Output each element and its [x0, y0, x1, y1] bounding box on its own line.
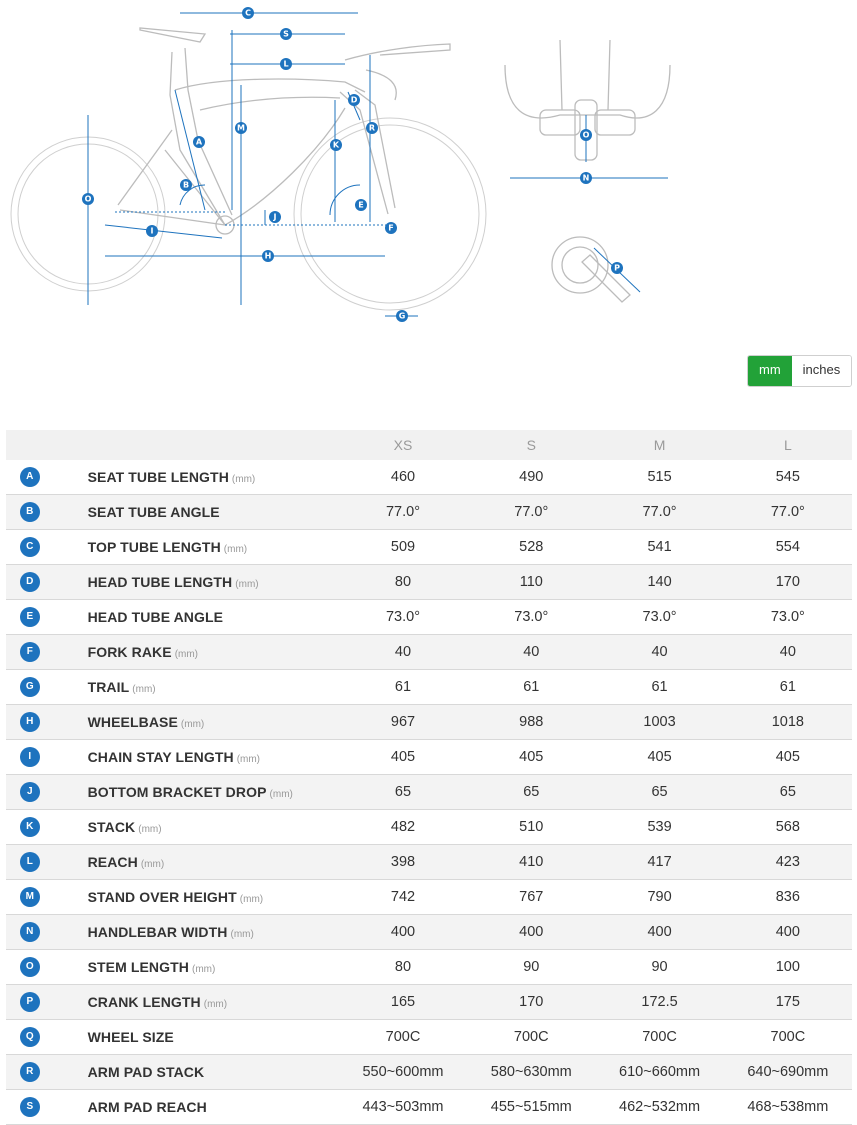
value-cell-xs: 65 — [339, 775, 467, 810]
value-cell-l: 61 — [724, 670, 852, 705]
value-cell-s: 90 — [467, 950, 595, 985]
value-cell-m: 172.5 — [595, 985, 723, 1020]
value-cell-m: 515 — [595, 460, 723, 495]
value-cell-l: 700C — [724, 1020, 852, 1055]
table-row — [6, 880, 852, 915]
measurement-name-cell — [54, 775, 339, 810]
value-cell-m: 417 — [595, 845, 723, 880]
value-cell-m: 1003 — [595, 705, 723, 740]
size-header-xs: XS — [339, 430, 467, 460]
measurement-unit: (mm) — [269, 788, 293, 800]
row-key-cell — [6, 635, 54, 670]
size-header-m: M — [595, 430, 723, 460]
measurement-name: HANDLEBAR WIDTH — [87, 923, 228, 940]
value-cell-xs: 967 — [339, 705, 467, 740]
table-row — [6, 1090, 852, 1125]
value-cell-m: 61 — [595, 670, 723, 705]
value-cell-xs: 482 — [339, 810, 467, 845]
row-key-cell — [6, 845, 54, 880]
table-row — [6, 740, 852, 775]
row-key-badge: P — [20, 992, 40, 1012]
diagram-labels — [82, 7, 623, 322]
value-cell-m: 541 — [595, 530, 723, 565]
table-row — [6, 1055, 852, 1090]
crankset-drawing — [552, 237, 640, 302]
value-cell-l: 468~538mm — [724, 1090, 852, 1125]
value-cell-s: 400 — [467, 915, 595, 950]
measurement-name: STEM LENGTH — [87, 958, 189, 975]
svg-text:R: R — [368, 123, 376, 133]
table-row — [6, 915, 852, 950]
value-cell-s: 767 — [467, 880, 595, 915]
measurement-name-cell — [54, 880, 339, 915]
measurement-name: FORK RAKE — [87, 643, 172, 660]
size-header-row — [6, 430, 852, 460]
row-key-cell — [6, 670, 54, 705]
row-key-cell — [6, 950, 54, 985]
measurement-name-cell — [54, 1090, 339, 1125]
measurement-name: WHEELBASE — [87, 713, 178, 730]
header-blank — [54, 430, 339, 460]
value-cell-l: 170 — [724, 565, 852, 600]
row-key-badge: S — [20, 1097, 40, 1117]
svg-text:K: K — [332, 140, 340, 150]
measurement-name: ARM PAD STACK — [87, 1063, 205, 1080]
value-cell-s: 110 — [467, 565, 595, 600]
table-row — [6, 670, 852, 705]
measurement-unit: (mm) — [180, 718, 205, 730]
value-cell-m: 462~532mm — [595, 1090, 723, 1125]
measurement-unit: (mm) — [235, 578, 259, 590]
measurement-unit: (mm) — [192, 963, 216, 975]
table-row — [6, 985, 852, 1020]
value-cell-s: 700C — [467, 1020, 595, 1055]
row-key-cell — [6, 810, 54, 845]
svg-text:H: H — [264, 251, 272, 261]
value-cell-l: 40 — [724, 635, 852, 670]
measurement-name-cell — [54, 600, 339, 635]
table-row — [6, 705, 852, 740]
measurement-name-cell — [54, 705, 339, 740]
table-row — [6, 565, 852, 600]
measurement-name-cell — [54, 740, 339, 775]
value-cell-l: 423 — [724, 845, 852, 880]
value-cell-m: 405 — [595, 740, 723, 775]
value-cell-xs: 61 — [339, 670, 467, 705]
value-cell-l: 73.0° — [724, 600, 852, 635]
svg-text:S: S — [283, 29, 289, 39]
measurement-name-cell — [54, 635, 339, 670]
unit-inches-button[interactable]: inches — [792, 356, 852, 386]
measurement-name-cell — [54, 845, 339, 880]
table-row — [6, 530, 852, 565]
value-cell-s: 528 — [467, 530, 595, 565]
measurement-name-cell — [54, 915, 339, 950]
front-wheel — [294, 118, 486, 310]
measurement-unit: (mm) — [231, 473, 256, 485]
bike-geometry-diagram — [0, 0, 857, 340]
value-cell-m: 77.0° — [595, 495, 723, 530]
measurement-name-cell — [54, 670, 339, 705]
measurement-name: CRANK LENGTH — [87, 993, 201, 1010]
row-key-badge: F — [20, 642, 40, 662]
value-cell-s: 410 — [467, 845, 595, 880]
value-cell-s: 170 — [467, 985, 595, 1020]
svg-text:L: L — [283, 59, 289, 69]
measurement-name-cell — [54, 985, 339, 1020]
value-cell-l: 554 — [724, 530, 852, 565]
aerobar-drawing — [505, 40, 670, 178]
value-cell-xs: 443~503mm — [339, 1090, 467, 1125]
measurement-name-cell — [54, 460, 339, 495]
row-key-cell — [6, 740, 54, 775]
measurement-unit: (mm) — [239, 893, 264, 905]
value-cell-s: 580~630mm — [467, 1055, 595, 1090]
row-key-badge: B — [20, 502, 40, 522]
row-key-cell — [6, 880, 54, 915]
row-key-badge: A — [20, 467, 40, 487]
measurement-name-cell — [54, 810, 339, 845]
value-cell-s: 510 — [467, 810, 595, 845]
unit-mm-button[interactable]: mm — [748, 356, 792, 386]
measurement-name: REACH — [87, 853, 138, 870]
value-cell-m: 790 — [595, 880, 723, 915]
table-row — [6, 950, 852, 985]
svg-text:M: M — [237, 123, 245, 133]
value-cell-xs: 80 — [339, 565, 467, 600]
value-cell-l: 545 — [724, 460, 852, 495]
measurement-name: STACK — [87, 818, 136, 835]
row-key-badge: C — [20, 537, 40, 557]
table-row — [6, 635, 852, 670]
measurement-name: CHAIN STAY LENGTH — [87, 748, 234, 765]
value-cell-l: 405 — [724, 740, 852, 775]
value-cell-xs: 700C — [339, 1020, 467, 1055]
value-cell-m: 610~660mm — [595, 1055, 723, 1090]
row-key-cell — [6, 600, 54, 635]
row-key-badge: M — [20, 887, 40, 907]
measurement-name: TRAIL — [87, 678, 130, 695]
measurement-unit: (mm) — [203, 998, 228, 1010]
measurement-unit: (mm) — [230, 928, 254, 940]
row-key-cell — [6, 1090, 54, 1125]
measurement-unit: (mm) — [174, 648, 199, 660]
value-cell-s: 455~515mm — [467, 1090, 595, 1125]
geometry-table — [6, 430, 852, 1125]
measurement-unit: (mm) — [140, 858, 165, 870]
measurement-name: BOTTOM BRACKET DROP — [87, 783, 267, 800]
measurement-name-cell — [54, 1020, 339, 1055]
value-cell-xs: 742 — [339, 880, 467, 915]
value-cell-s: 77.0° — [467, 495, 595, 530]
row-key-cell — [6, 985, 54, 1020]
row-key-badge: L — [20, 852, 40, 872]
svg-text:I: I — [150, 226, 154, 236]
row-key-badge: R — [20, 1062, 40, 1082]
measurement-unit: (mm) — [138, 823, 162, 835]
value-cell-l: 568 — [724, 810, 852, 845]
value-cell-m: 40 — [595, 635, 723, 670]
table-row — [6, 810, 852, 845]
row-key-cell — [6, 460, 54, 495]
table-row — [6, 495, 852, 530]
svg-text:E: E — [358, 200, 364, 210]
measurement-name: SEAT TUBE LENGTH — [87, 468, 229, 485]
value-cell-xs: 80 — [339, 950, 467, 985]
measurement-name: HEAD TUBE LENGTH — [87, 573, 233, 590]
measurement-name-cell — [54, 1055, 339, 1090]
value-cell-m: 539 — [595, 810, 723, 845]
svg-text:P: P — [614, 263, 620, 273]
row-key-badge: E — [20, 607, 40, 627]
measurement-name: HEAD TUBE ANGLE — [87, 608, 224, 625]
row-key-cell — [6, 705, 54, 740]
measurement-name-cell — [54, 950, 339, 985]
measurement-unit: (mm) — [223, 543, 248, 555]
value-cell-l: 77.0° — [724, 495, 852, 530]
size-header-s: S — [467, 430, 595, 460]
svg-text:F: F — [388, 223, 394, 233]
geometry-table-body — [6, 460, 852, 1125]
table-row — [6, 1020, 852, 1055]
row-key-badge: J — [20, 782, 40, 802]
svg-text:B: B — [182, 180, 190, 190]
value-cell-s: 490 — [467, 460, 595, 495]
value-cell-xs: 400 — [339, 915, 467, 950]
value-cell-xs: 509 — [339, 530, 467, 565]
value-cell-s: 65 — [467, 775, 595, 810]
value-cell-m: 73.0° — [595, 600, 723, 635]
value-cell-m: 400 — [595, 915, 723, 950]
value-cell-xs: 460 — [339, 460, 467, 495]
value-cell-xs: 40 — [339, 635, 467, 670]
value-cell-m: 140 — [595, 565, 723, 600]
svg-text:A: A — [195, 137, 203, 147]
row-key-cell — [6, 530, 54, 565]
row-key-badge: I — [20, 747, 40, 767]
value-cell-s: 40 — [467, 635, 595, 670]
row-key-badge: H — [20, 712, 40, 732]
value-cell-m: 90 — [595, 950, 723, 985]
row-key-badge: D — [20, 572, 40, 592]
measurement-name-cell — [54, 495, 339, 530]
svg-text:C: C — [245, 8, 251, 18]
table-row — [6, 600, 852, 635]
measurement-name: STAND OVER HEIGHT — [87, 888, 237, 905]
value-cell-l: 1018 — [724, 705, 852, 740]
value-cell-m: 700C — [595, 1020, 723, 1055]
value-cell-l: 640~690mm — [724, 1055, 852, 1090]
value-cell-s: 73.0° — [467, 600, 595, 635]
value-cell-xs: 398 — [339, 845, 467, 880]
row-key-cell — [6, 1055, 54, 1090]
value-cell-xs: 405 — [339, 740, 467, 775]
value-cell-s: 405 — [467, 740, 595, 775]
value-cell-s: 61 — [467, 670, 595, 705]
value-cell-l: 175 — [724, 985, 852, 1020]
row-key-badge: N — [20, 922, 40, 942]
measurement-name-cell — [54, 530, 339, 565]
measurement-unit: (mm) — [236, 753, 261, 765]
value-cell-l: 836 — [724, 880, 852, 915]
measurement-name: WHEEL SIZE — [87, 1028, 174, 1045]
value-cell-xs: 73.0° — [339, 600, 467, 635]
row-key-cell — [6, 915, 54, 950]
unit-toggle — [747, 355, 852, 387]
svg-text:D: D — [350, 95, 358, 105]
value-cell-l: 400 — [724, 915, 852, 950]
table-row — [6, 460, 852, 495]
measurement-name-cell — [54, 565, 339, 600]
row-key-badge: O — [20, 957, 40, 977]
measurement-name: TOP TUBE LENGTH — [87, 538, 221, 555]
svg-text:N: N — [582, 173, 590, 183]
row-key-badge: Q — [20, 1027, 40, 1047]
size-header-l: L — [724, 430, 852, 460]
row-key-badge: K — [20, 817, 40, 837]
svg-text:O: O — [582, 130, 590, 140]
value-cell-xs: 550~600mm — [339, 1055, 467, 1090]
value-cell-xs: 165 — [339, 985, 467, 1020]
value-cell-s: 988 — [467, 705, 595, 740]
row-key-cell — [6, 565, 54, 600]
measurement-unit: (mm) — [132, 683, 156, 695]
value-cell-xs: 77.0° — [339, 495, 467, 530]
table-row — [6, 845, 852, 880]
row-key-badge: G — [20, 677, 40, 697]
value-cell-m: 65 — [595, 775, 723, 810]
svg-text:J: J — [273, 212, 277, 222]
header-blank — [6, 430, 54, 460]
value-cell-l: 65 — [724, 775, 852, 810]
measurement-name: ARM PAD REACH — [87, 1098, 207, 1115]
svg-text:G: G — [398, 311, 406, 321]
value-cell-l: 100 — [724, 950, 852, 985]
row-key-cell — [6, 775, 54, 810]
measurement-name: SEAT TUBE ANGLE — [87, 503, 220, 520]
row-key-cell — [6, 1020, 54, 1055]
svg-text:O: O — [84, 194, 92, 204]
table-row — [6, 775, 852, 810]
row-key-cell — [6, 495, 54, 530]
